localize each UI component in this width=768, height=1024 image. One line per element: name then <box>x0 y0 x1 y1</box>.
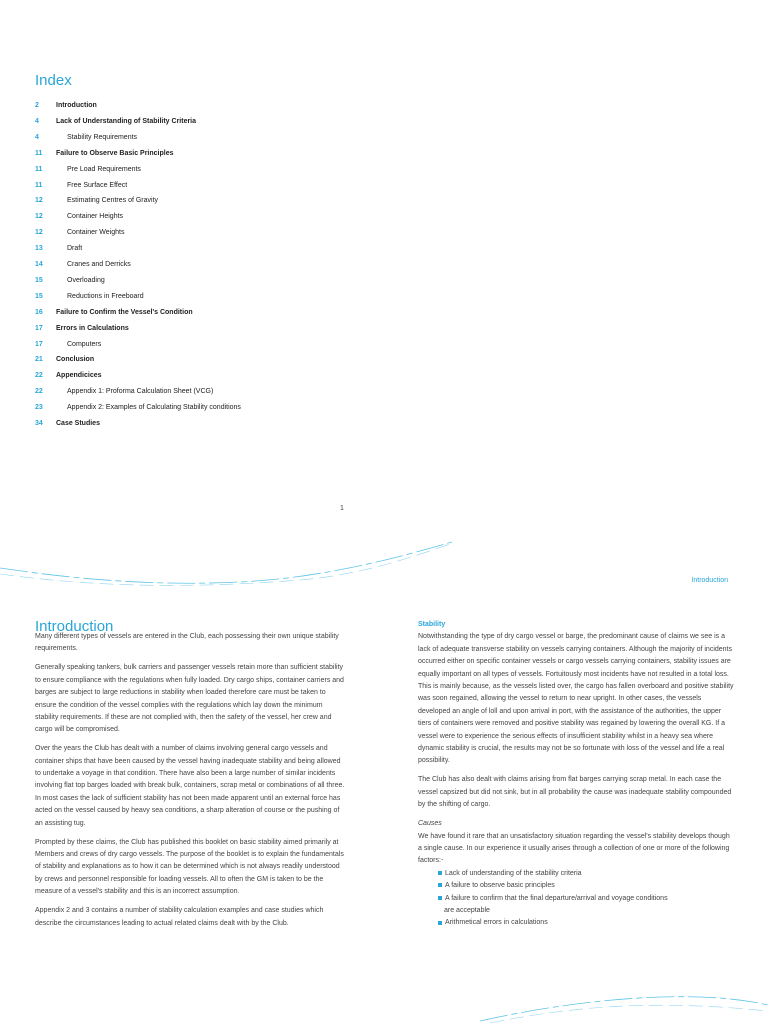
toc-entry[interactable] <box>0 196 768 206</box>
list-item <box>438 893 734 918</box>
toc-entry[interactable] <box>0 403 768 413</box>
toc-page-number: 34 <box>35 420 43 427</box>
bullet-square-icon <box>438 883 442 887</box>
intro-paragraph: Prompted by these claims, the Club has published this booklet on basic stability aimed primarily at Members and crews of dry cargo vessels. The purpose of the booklet is to explain the fundamentals of stability and explanations as to how it can be determined which is not always readily understood by crews and personnel responsible for loading vessels. All to often the GM is taken to be the measure of a vessel's stability and this is an incorrect assumption. <box>35 838 344 896</box>
toc-label: Container Weights <box>67 229 125 237</box>
factors-list <box>418 868 734 930</box>
toc-page-number: 13 <box>35 245 43 253</box>
toc-entry[interactable] <box>0 340 768 350</box>
intro-paragraph: Generally speaking tankers, bulk carriers and passenger vessels retain more than sufficient stability to ensure compliance with the regulations when fully loaded. Dry cargo ships, container carriers and barges are subject to large reductions in stability when loaded therefore care must be taken to ensure the condition of the vessel complies with the regulations which lay down the minimum stability requirements. If these are not complied with, then the safety of the vessel, her crew and cargo will be compromised. <box>35 664 344 734</box>
toc-entry[interactable] <box>0 149 768 159</box>
stability-heading: Stability <box>418 621 446 628</box>
toc-entry[interactable] <box>0 276 768 286</box>
toc-label: Failure to Observe Basic Principles <box>56 149 174 157</box>
list-item <box>438 917 734 929</box>
toc-label: Failure to Confirm the Vessel's Condition <box>56 308 193 316</box>
page-number: 1 <box>340 505 344 512</box>
index-title: Index <box>35 72 72 90</box>
toc-label: Reductions in Freeboard <box>67 292 144 300</box>
toc-entry[interactable] <box>0 228 768 238</box>
toc-label: Appendix 1: Proforma Calculation Sheet (VCG) <box>67 388 214 396</box>
toc-page-number: 14 <box>35 261 43 268</box>
introduction-title: Introduction <box>35 618 114 636</box>
toc-page-number: 22 <box>35 372 43 380</box>
toc-label: Appendicices <box>56 372 102 380</box>
toc-label: Appendix 2: Examples of Calculating Stability conditions <box>67 404 241 412</box>
decorative-wave-bottom <box>0 985 768 1024</box>
stability-paragraph: Notwithstanding the type of dry cargo vessel or barge, the predominant cause of claims we see is a lack of adequate transverse stability on vessels carrying containers. Although the majority of incidents occurred either on specific container vessels or cargo vessels carrying containers, stability issues are equally important on all types of vessels. Fortuitously most incidents have not resulted in a total loss. This is mainly because, as the vessels listed over, the cargo has fallen overboard and positive stability was soon regained, allowing the vessel to return to near upright. In other cases, the vessels developed an angle of loll and upon arrival in port, with the assistance of the authorities, the upper tiers of containers were removed and positive stability was regained by lowering the overall KG. If a vessel were to experience the serious effects of insufficient stability whilst in a heavy sea where dynamic stability is crucial, the results may not be so fortunate with loss of the vessel and life a real possibility. <box>418 633 734 765</box>
toc-label: Estimating Centres of Gravity <box>67 197 159 205</box>
toc-page-number: 11 <box>35 149 43 157</box>
toc-entry[interactable] <box>0 308 768 318</box>
toc-page-number: 21 <box>35 356 43 364</box>
toc-page-number: 2 <box>35 102 39 109</box>
toc-label: Draft <box>67 245 83 253</box>
toc-label: Introduction <box>56 102 97 109</box>
factor-continuation: are acceptable <box>444 906 490 914</box>
toc-page-number: 4 <box>35 117 39 125</box>
toc-label: Free Surface Effect <box>67 181 128 189</box>
toc-entry[interactable] <box>0 244 768 254</box>
intro-paragraph: Appendix 2 and 3 contains a number of stability calculation examples and case studies which describe the circumstances leading to actual related claims dealt with by the Club. <box>35 907 324 927</box>
toc-page-number: 17 <box>35 324 43 332</box>
factor-text: A failure to observe basic principles <box>445 882 555 890</box>
toc-entry[interactable] <box>0 371 768 381</box>
factor-text: Lack of understanding of the stability criteria <box>445 869 582 877</box>
decorative-wave-top <box>0 530 768 590</box>
toc-page-number: 15 <box>35 276 43 284</box>
toc-page-number: 12 <box>35 229 43 237</box>
toc-label: Errors in Calculations <box>56 324 129 332</box>
toc-entry[interactable] <box>0 355 768 365</box>
list-item <box>438 868 734 880</box>
toc-page-number: 4 <box>35 133 39 141</box>
factor-text: A failure to confirm that the final departure/arrival and voyage conditions <box>445 894 668 902</box>
toc-entry[interactable] <box>0 101 768 111</box>
toc-label: Pre Load Requirements <box>67 165 141 173</box>
toc-entry[interactable] <box>0 260 768 270</box>
bullet-square-icon <box>438 921 442 925</box>
toc-entry[interactable] <box>0 181 768 191</box>
causes-heading: Causes <box>418 820 442 828</box>
toc-entry[interactable] <box>0 133 768 143</box>
toc-label: Case Studies <box>56 420 100 427</box>
toc-entry[interactable] <box>0 212 768 222</box>
bullet-square-icon <box>438 871 442 875</box>
causes-intro: We have found it rare that an unsatisfactory situation regarding the vessel's stability develops though a single cause. In our experience it usually arises through a collection of one or more of the following factors:- <box>418 832 730 865</box>
toc-entry[interactable] <box>0 419 768 429</box>
intro-paragraph: Over the years the Club has dealt with a number of claims involving general cargo vessels and container ships that have been caused by the vessel having inadequate stability and being allowed to undertake a voyage in that condition. There have also been a large number of similar incidents involving flat top barges loaded with break bulk, containers, scrap metal or combinations of all three. In most cases the lack of sufficient stability has not been made apparent until an external force has acted on the vessel caused by heavy sea conditions, a sharp alteration of course or the pushing of an assisting tug. <box>35 745 345 827</box>
toc-entry[interactable] <box>0 387 768 397</box>
running-header: Introduction <box>691 577 728 584</box>
toc-entry[interactable] <box>0 324 768 334</box>
toc-entry[interactable] <box>0 165 768 175</box>
toc-page-number: 12 <box>35 197 43 205</box>
stability-paragraph: The Club has also dealt with claims arising from flat barges carrying scrap metal. In each case the vessel capsized but did not sink, but in all probability the cause was inadequate stability compounded by the shifting of cargo. <box>418 776 732 809</box>
intro-paragraph: Many different types of vessels are entered in the Club, each possessing their own unique stability requirements. <box>35 633 339 653</box>
stability-column <box>418 619 734 930</box>
toc-page-number: 11 <box>35 165 43 173</box>
toc-label: Overloading <box>67 276 105 284</box>
toc-page-number: 15 <box>35 292 43 300</box>
introduction-column <box>35 631 347 936</box>
toc-label: Lack of Understanding of Stability Criteria <box>56 117 197 125</box>
toc-entry[interactable] <box>0 292 768 302</box>
toc-page-number: 22 <box>35 388 43 396</box>
bullet-square-icon <box>438 896 442 900</box>
toc-entry[interactable] <box>0 117 768 127</box>
list-item <box>438 880 734 892</box>
toc-page-number: 11 <box>35 181 43 189</box>
factor-text: Arithmetical errors in calculations <box>445 919 548 927</box>
toc-label: Cranes and Derricks <box>67 261 131 268</box>
toc-page-number: 23 <box>35 404 43 412</box>
toc-page-number: 12 <box>35 213 43 221</box>
toc-page-number: 17 <box>35 340 43 348</box>
toc-label: Computers <box>67 340 102 348</box>
toc-page-number: 16 <box>35 308 43 316</box>
toc-label: Stability Requirements <box>67 133 138 141</box>
toc-label: Conclusion <box>56 356 95 364</box>
toc-label: Container Heights <box>67 213 124 221</box>
